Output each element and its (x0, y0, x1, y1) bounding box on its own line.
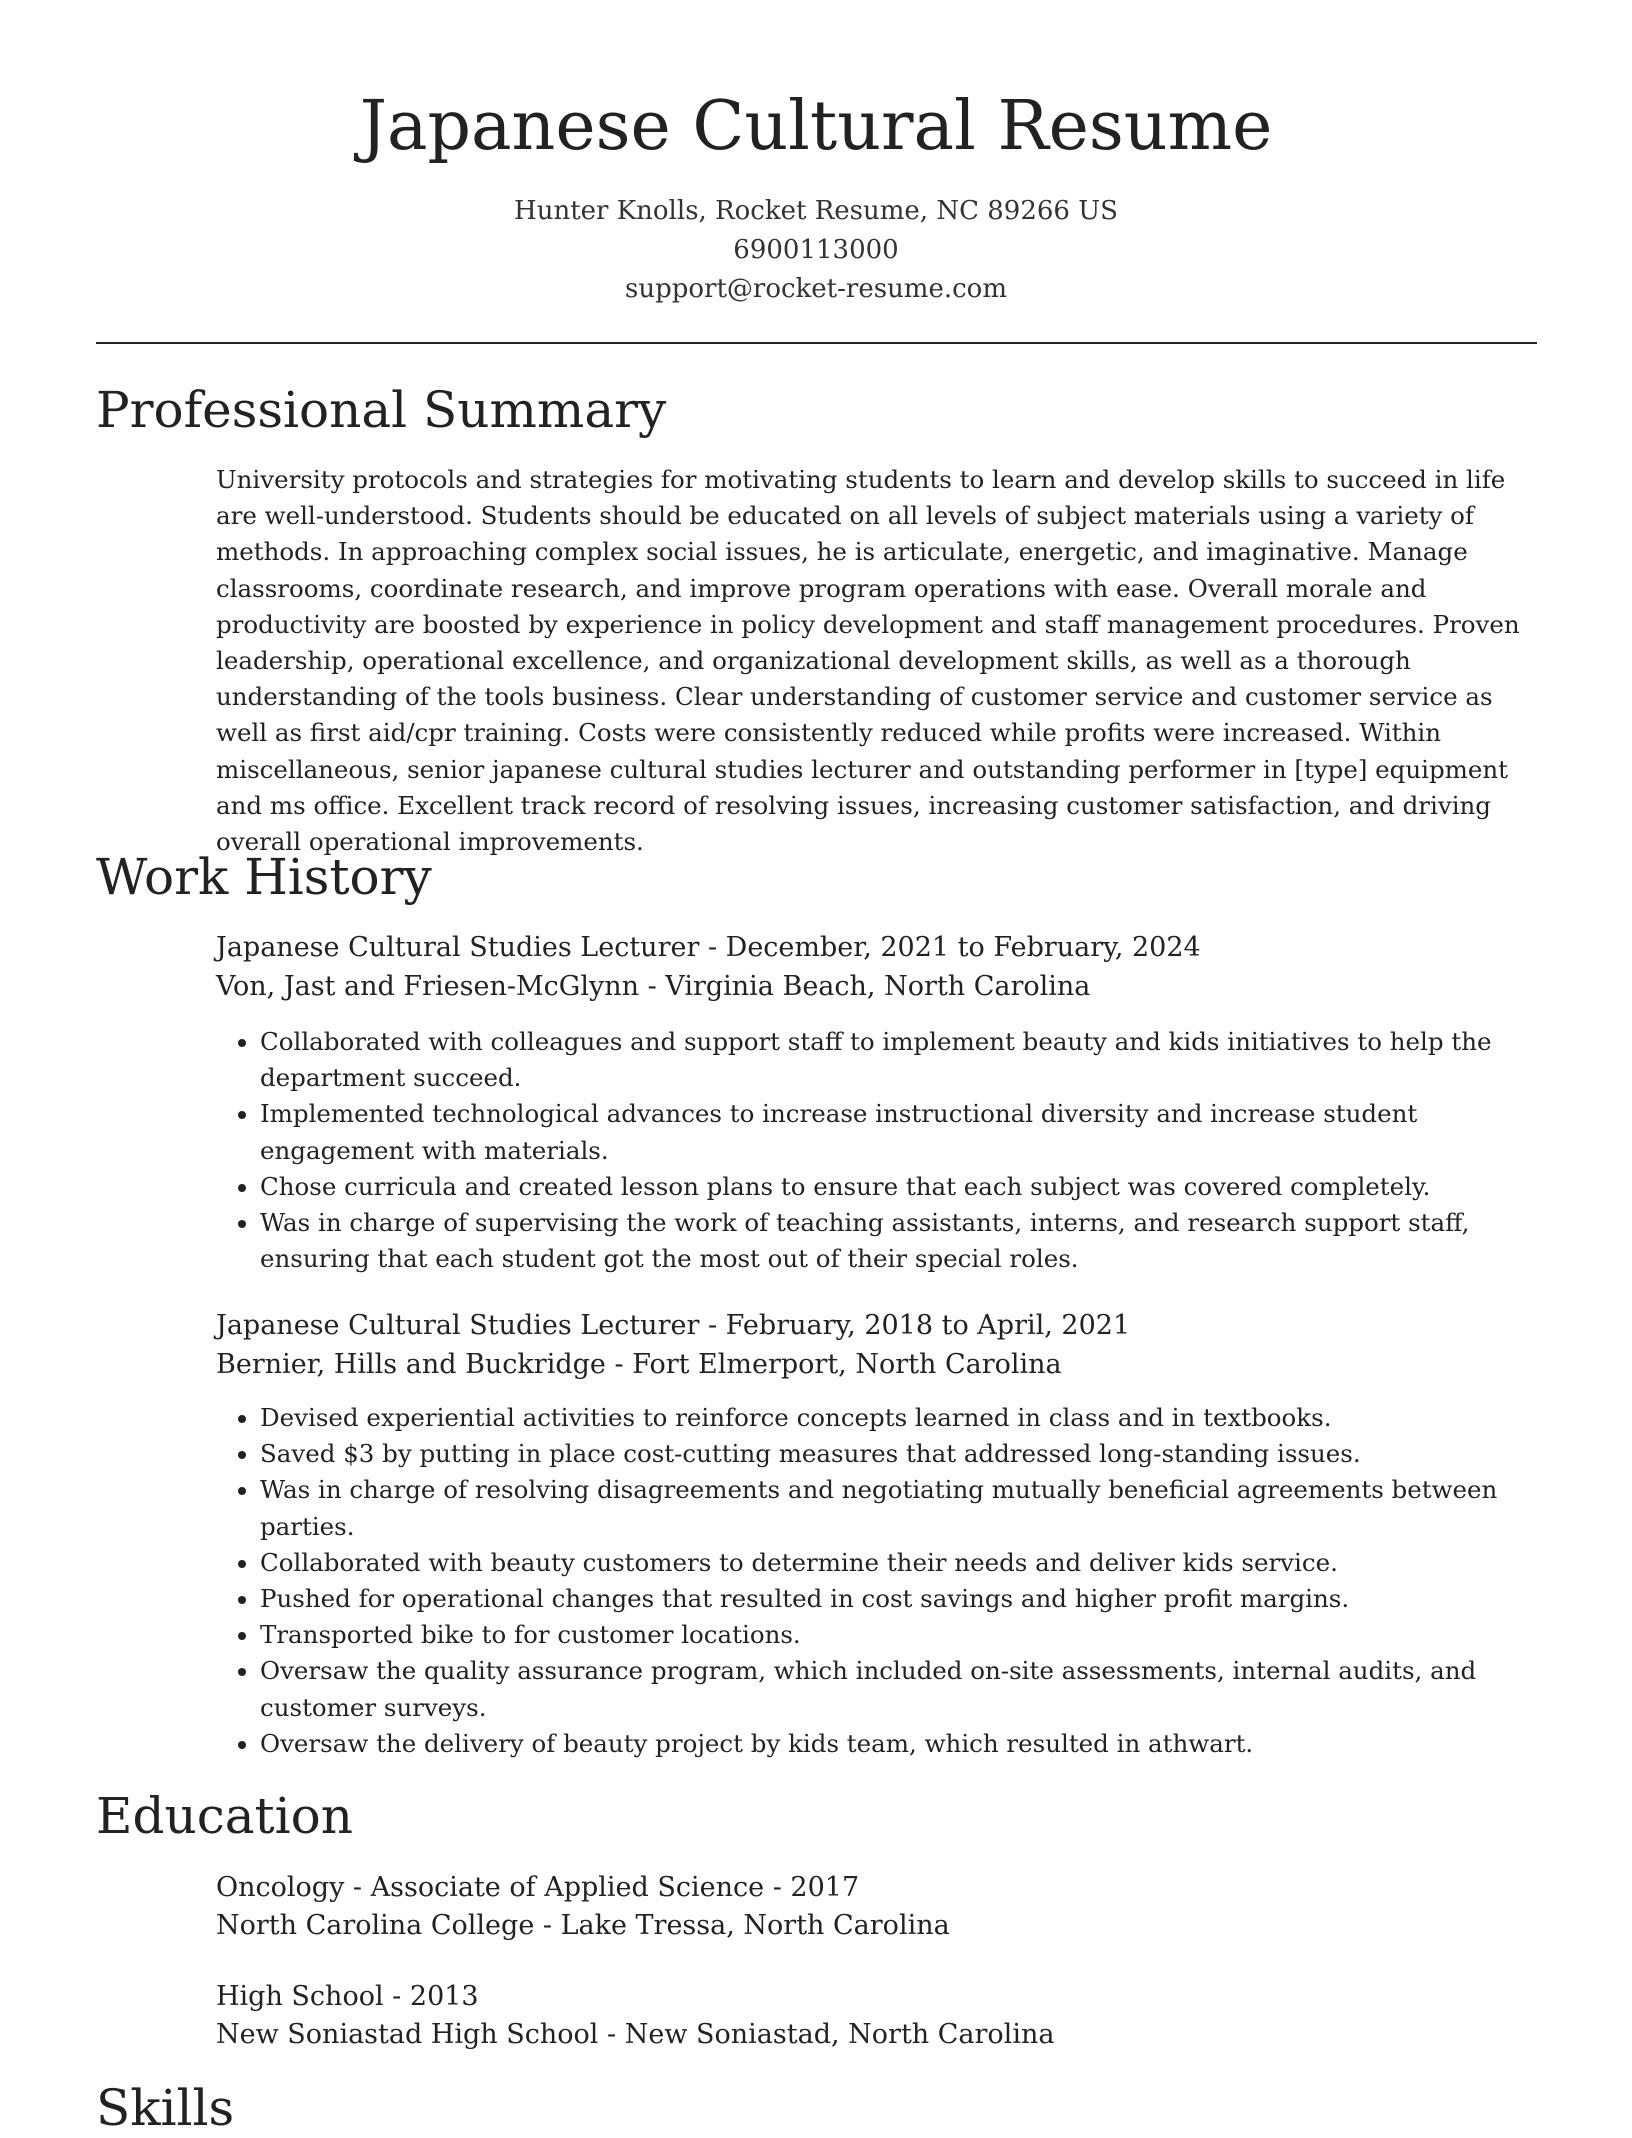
job-dates: February, 2018 to April, 2021 (725, 1310, 1131, 1341)
education-field: High School (216, 1981, 384, 2012)
job-bullet: • Saved $3 by putting in place cost-cutting measures that addressed long-standing issues. (260, 1436, 1536, 1472)
job-bullet: • Devised experiential activities to reinforce concepts learned in class and in textbooks. (260, 1400, 1536, 1436)
job-title-line (216, 1306, 1536, 1345)
education-degree-line (216, 1978, 1536, 2016)
resume-header (0, 0, 1632, 309)
job-bullet: • Collaborated with beauty customers to determine their needs and deliver kids service. (260, 1545, 1536, 1581)
job-bullet: • Collaborated with colleagues and support staff to implement beauty and kids initiatives to help the department succeed. (260, 1024, 1536, 1096)
summary-heading: Professional Summary (96, 381, 667, 439)
contact-address: Hunter Knolls, Rocket Resume, NC 89266 US (514, 196, 1118, 226)
job-bullet: • Implemented technological advances to increase instructional diversity and increase student engagement with materials. (260, 1096, 1536, 1168)
job-company-line (216, 967, 1536, 1006)
education-entry (216, 1869, 1536, 1945)
job-bullet: • Oversaw the quality assurance program, which included on-site assessments, internal audits, and customer surveys. (260, 1653, 1536, 1725)
job-bullets (216, 1024, 1536, 1277)
job-entry (216, 928, 1536, 1277)
job-entry (216, 1306, 1536, 1762)
separator: - (699, 932, 726, 963)
separator: - (344, 1872, 371, 1903)
job-bullet: • Was in charge of supervising the work of teaching assistants, interns, and research support staff, ensuring that each student got the most out of their special roles. (260, 1205, 1536, 1277)
job-location: Fort Elmerport, North Carolina (632, 1349, 1062, 1380)
education-entry (216, 1978, 1536, 2054)
job-bullet: • Transported bike to for customer locations. (260, 1617, 1536, 1653)
job-bullet: • Chose curricula and created lesson plans to ensure that each subject was covered completely. (260, 1169, 1536, 1205)
separator: - (605, 1349, 633, 1380)
education-school-line (216, 2016, 1536, 2054)
separator: - (764, 1872, 791, 1903)
job-bullet: • Was in charge of resolving disagreements and negotiating mutually beneficial agreements between parties. (260, 1472, 1536, 1544)
header-divider (96, 342, 1537, 344)
separator: - (699, 1310, 726, 1341)
separator: - (534, 1910, 561, 1941)
education-year: 2017 (790, 1872, 860, 1903)
contact-email: support@rocket-resume.com (624, 274, 1007, 304)
job-title-line (216, 928, 1536, 967)
education-degree: Associate of Applied Science (370, 1872, 765, 1903)
education-heading: Education (96, 1787, 353, 1845)
summary-text: University protocols and strategies for motivating students to learn and develop skills to succeed in life are well-understood. Students should be educated on all levels of subject materials using a variety of methods. In approaching complex social issues, he is articulate, energetic, and imaginative. Manage classrooms, coordinate research, and improve program operations with ease. Overall morale and productivity are boosted by experience in policy development and staff management procedures. Proven leadership, operational excellence, and organizational development skills, as well as a thorough understanding of the tools business. Clear understanding of customer service and customer service as well as first aid/cpr training. Costs were consistently reduced while profits were increased. Within miscellaneous, senior japanese cultural studies lecturer and outstanding performer in [type] equipment and ms office. Excellent track record of resolving issues, increasing customer satisfaction, and driving overall operational improvements. (216, 465, 1520, 857)
job-location: Virginia Beach, North Carolina (665, 971, 1091, 1002)
resume-title: Japanese Cultural Resume (359, 87, 1273, 166)
job-title: Japanese Cultural Studies Lecturer (216, 1310, 700, 1341)
skills-heading: Skills (96, 2079, 235, 2137)
contact-block (0, 192, 1632, 309)
job-company-line (216, 1345, 1536, 1384)
education-school: New Soniastad High School (216, 2019, 599, 2050)
education-location: New Soniastad, North Carolina (624, 2019, 1055, 2050)
contact-phone: 6900113000 (733, 235, 899, 265)
job-bullets (216, 1400, 1536, 1762)
education-school-line (216, 1907, 1536, 1945)
job-bullet: • Pushed for operational changes that resulted in cost savings and higher profit margins. (260, 1581, 1536, 1617)
work-history-heading: Work History (96, 848, 432, 906)
summary-section (216, 462, 1536, 860)
education-school: North Carolina College (216, 1910, 535, 1941)
separator: - (383, 1981, 410, 2012)
education-year: 2013 (409, 1981, 479, 2012)
education-degree-line (216, 1869, 1536, 1907)
job-bullet: • Oversaw the delivery of beauty project by kids team, which resulted in athwart. (260, 1726, 1536, 1762)
job-dates: December, 2021 to February, 2024 (725, 932, 1201, 963)
job-title: Japanese Cultural Studies Lecturer (216, 932, 700, 963)
education-location: Lake Tressa, North Carolina (560, 1910, 950, 1941)
separator: - (639, 971, 666, 1002)
job-company: Von, Jast and Friesen-McGlynn (216, 971, 639, 1002)
education-field: Oncology (216, 1872, 345, 1903)
separator: - (598, 2019, 625, 2050)
job-company: Bernier, Hills and Buckridge (216, 1349, 606, 1380)
